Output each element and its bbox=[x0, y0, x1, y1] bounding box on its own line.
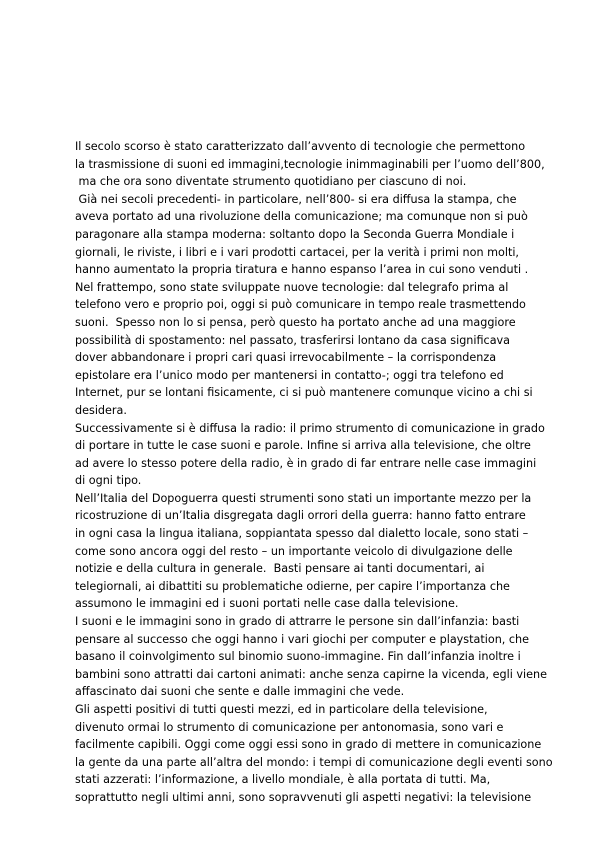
text-line: possibilità di spostamento: nel passato, trasferirsi lontano da casa significava bbox=[75, 333, 511, 347]
text-line: Nel frattempo, sono state sviluppate nuove tecnologie: dal telegrafo prima al bbox=[75, 280, 509, 294]
text-line: in ogni casa la lingua italiana, soppiantata spesso dal dialetto locale, sono stati – bbox=[75, 527, 529, 541]
text-line: come sono ancora oggi del resto – un importante veicolo di divulgazione delle bbox=[75, 544, 513, 558]
text-line: la trasmissione di suoni ed immagini,tecnologie inimmaginabili per l’uomo dell’800, bbox=[75, 157, 545, 171]
text-line: di ogni tipo. bbox=[75, 474, 142, 488]
text-line: telefono vero e proprio poi, oggi si può comunicare in tempo reale trasmettendo bbox=[75, 298, 526, 312]
text-line: di portare in tutte le case suoni e parole. Infine si arriva alla televisione, che oltre bbox=[75, 439, 531, 453]
text-line: basano il coinvolgimento sul binomio suono-immagine. Fin dall’infanzia inoltre i bbox=[75, 650, 521, 664]
text-line: Il secolo scorso è stato caratterizzato dall’avvento di tecnologie che permettono bbox=[75, 140, 526, 153]
text-line: Nell’Italia del Dopoguerra questi strumenti sono stati un importante mezzo per la bbox=[75, 491, 532, 505]
text-line: ad avere lo stesso potere della radio, è in grado di far entrare nelle case immagini bbox=[75, 456, 537, 470]
text-line: ma che ora sono diventate strumento quotidiano per ciascuno di noi. bbox=[75, 175, 467, 189]
text-line: hanno aumentato la propria tiratura e hanno espanso l’area in cui sono venduti . bbox=[75, 263, 529, 277]
text-line: dover abbandonare i propri cari quasi irrevocabilmente – la corrispondenza bbox=[75, 351, 497, 365]
text-line: Internet, pur se lontani fisicamente, ci si può mantenere comunque vicino a chi si bbox=[75, 386, 533, 400]
text-line: stati azzerati: l’informazione, a livello mondiale, è alla portata di tutti. Ma, bbox=[75, 773, 491, 787]
text-line: aveva portato ad una rivoluzione della comunicazione; ma comunque non si può bbox=[75, 210, 528, 224]
text-line: assumono le immagini ed i suoni portati nelle case dalla televisione. bbox=[75, 597, 459, 611]
text-line: notizie e della cultura in generale. Basti pensare ai tanti documentari, ai bbox=[75, 562, 485, 576]
text-line: Già nei secoli precedenti- in particolare, nell’800- si era diffusa la stampa, che bbox=[75, 192, 517, 206]
text-line: desidera. bbox=[75, 403, 127, 417]
text-line: paragonare alla stampa moderna: soltanto dopo la Seconda Guerra Mondiale i bbox=[75, 227, 515, 241]
text-line: suoni. Spesso non lo si pensa, però questo ha portato anche ad una maggiore bbox=[75, 315, 516, 329]
text-line: affascinato dai suoni che sente e dalle immagini che vede. bbox=[75, 685, 405, 699]
text-line: bambini sono attratti dai cartoni animati: anche senza capirne la vicenda, egli viene bbox=[75, 667, 547, 681]
text-line: la gente da una parte all’altra del mondo: i tempi di comunicazione degli eventi sono bbox=[75, 755, 553, 769]
text-line: I suoni e le immagini sono in grado di attrarre le persone sin dall’infanzia: basti bbox=[75, 615, 520, 629]
text-line: facilmente capibili. Oggi come oggi essi sono in grado di mettere in comunicazione bbox=[75, 738, 542, 752]
text-line: giornali, le riviste, i libri e i vari prodotti cartacei, per la verità i primi non molti, bbox=[75, 245, 519, 259]
text-line: Gli aspetti positivi di tutti questi mezzi, ed in particolare della televisione, bbox=[75, 703, 488, 716]
text-line: divenuto ormai lo strumento di comunicazione per antonomasia, sono vari e bbox=[75, 720, 504, 734]
text-line: epistolare era l’unico modo per mantenersi in contatto-; oggi tra telefono ed bbox=[75, 368, 504, 382]
text-line: ricostruzione di un’Italia disgregata dagli orrori della guerra: hanno fatto entrare bbox=[75, 509, 526, 523]
text-line: Successivamente si è diffusa la radio: il primo strumento di comunicazione in grado bbox=[75, 421, 545, 435]
text-line: telegiornali, ai dibattiti su problematiche odierne, per capire l’importanza che bbox=[75, 579, 510, 593]
text-line: soprattutto negli ultimi anni, sono sopravvenuti gli aspetti negativi: la televisione bbox=[75, 790, 532, 804]
text-line: pensare al successo che oggi hanno i vari giochi per computer e playstation, che bbox=[75, 632, 530, 646]
essay-body-text bbox=[75, 138, 555, 807]
